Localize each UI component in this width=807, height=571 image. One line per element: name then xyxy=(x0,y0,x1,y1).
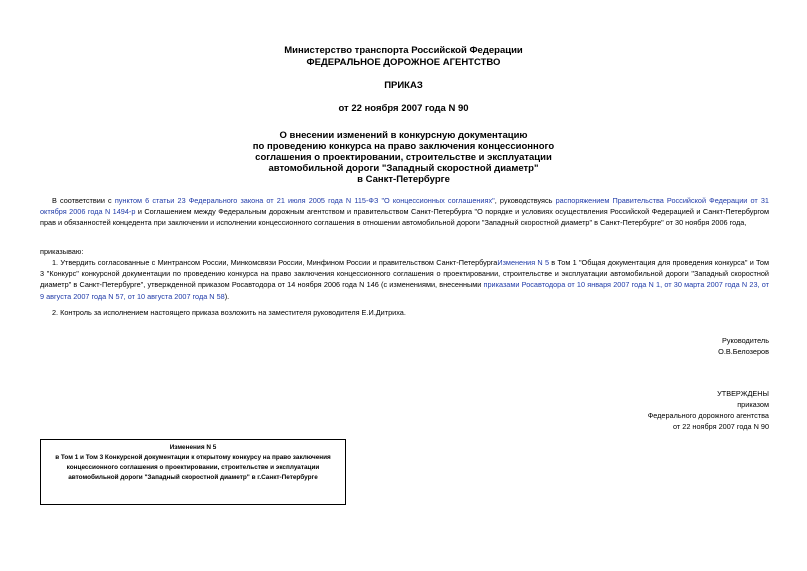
doc-date-number: от 22 ноября 2007 года N 90 xyxy=(338,103,469,114)
preamble-text: и Соглашением между Федеральным дорожным агентством и правительством Санкт-Петербурга "О порядке и условиях осуществления Российской Федерацией и Санкт-Петербургом прав и обязанностей концедента при заключении и исполнении концессионного соглашения в отношении автомобильной дороги "Западный скоростной диаметр" в Санкт-Петербурге" от 30 ноября 2006 года, xyxy=(40,207,769,228)
rosavtodor-orders-link[interactable]: приказами Росавтодора от 10 января 2007 года N 1, от 30 марта 2007 года N 23, от 9 августа 2007 года N 57, от 10 августа 2007 года N 58 xyxy=(40,280,769,301)
doc-title-line: О внесении изменений в конкурсную документацию xyxy=(279,130,528,141)
order-word: приказываю: xyxy=(40,247,84,256)
doc-type: ПРИКАЗ xyxy=(384,80,423,91)
government-order-link[interactable]: распоряжением Правительства Российской Федерации от 31 октября 2006 года N 1494-р xyxy=(40,196,769,217)
item-2-paragraph: 2. Контроль за исполнением настоящего приказа возложить на заместителя руководителя Е.И.Дитриха. xyxy=(52,308,406,317)
signature-position: Руководитель xyxy=(721,336,769,345)
item-1-text: ). xyxy=(224,291,230,301)
changes-5-link[interactable]: Изменения N 5 xyxy=(497,258,550,267)
changes-box xyxy=(40,439,346,505)
approval-line: УТВЕРЖДЕНЫ xyxy=(717,389,769,398)
doc-title-line: соглашения о проектировании, строительстве и эксплуатации xyxy=(255,152,552,163)
doc-title-line: автомобильной дороги "Западный скоростной диаметр" xyxy=(268,163,539,174)
approval-line: приказом xyxy=(737,400,769,409)
agency-name: ФЕДЕРАЛЬНОЕ ДОРОЖНОЕ АГЕНТСТВО xyxy=(306,57,501,68)
law-link[interactable]: пунктом 6 статьи 23 Федерального закона от 21 июля 2005 года N 115-ФЗ "О концессионных соглашениях" xyxy=(114,196,495,205)
signature-name: О.В.Белозеров xyxy=(718,347,769,356)
changes-box-title: Изменения N 5 xyxy=(169,444,217,451)
preamble-paragraph xyxy=(40,195,769,229)
doc-title-line: по проведению конкурса на право заключения концессионного xyxy=(252,141,555,152)
doc-title-line: в Санкт-Петербурге xyxy=(357,174,450,185)
changes-box-line: в Том 1 и Том 3 Конкурсной документации к открытому конкурсу на право заключения xyxy=(55,454,331,461)
changes-box-text xyxy=(41,440,345,483)
ministry-name: Министерство транспорта Российской Федерации xyxy=(284,45,523,56)
item-1-text: в Том 1 "Общая документация для проведения конкурса" и Том 3 "Конкурс" конкурсной документации по проведению конкурса на право заключения концессионного соглашения о проектировании, строительстве и эксплуатации автомобильной дороги "Западный скоростной диаметр" в Санкт-Петербурге", утвержденной приказом Росавтодора от 14 ноября 2006 года N 146 (с изменениями, внесенными xyxy=(40,258,769,290)
approval-line: Федерального дорожного агентства xyxy=(647,411,769,420)
changes-box-line: автомобильной дороги "Западный скоростной диаметр" в г.Санкт-Петербурге xyxy=(68,474,318,481)
item-1-text: 1. Утвердить согласованные с Минтрансом России, Минкомсвязи России, Минфином России и правительством Санкт-Петербурга xyxy=(52,258,498,267)
changes-box-line: концессионного соглашения о проектировании, строительстве и эксплуатации xyxy=(66,464,320,471)
preamble-text: , руководствуясь xyxy=(494,196,556,205)
item-1-paragraph xyxy=(40,257,769,302)
preamble-text: В соответствии с xyxy=(52,196,115,205)
approval-line: от 22 ноября 2007 года N 90 xyxy=(673,422,769,431)
